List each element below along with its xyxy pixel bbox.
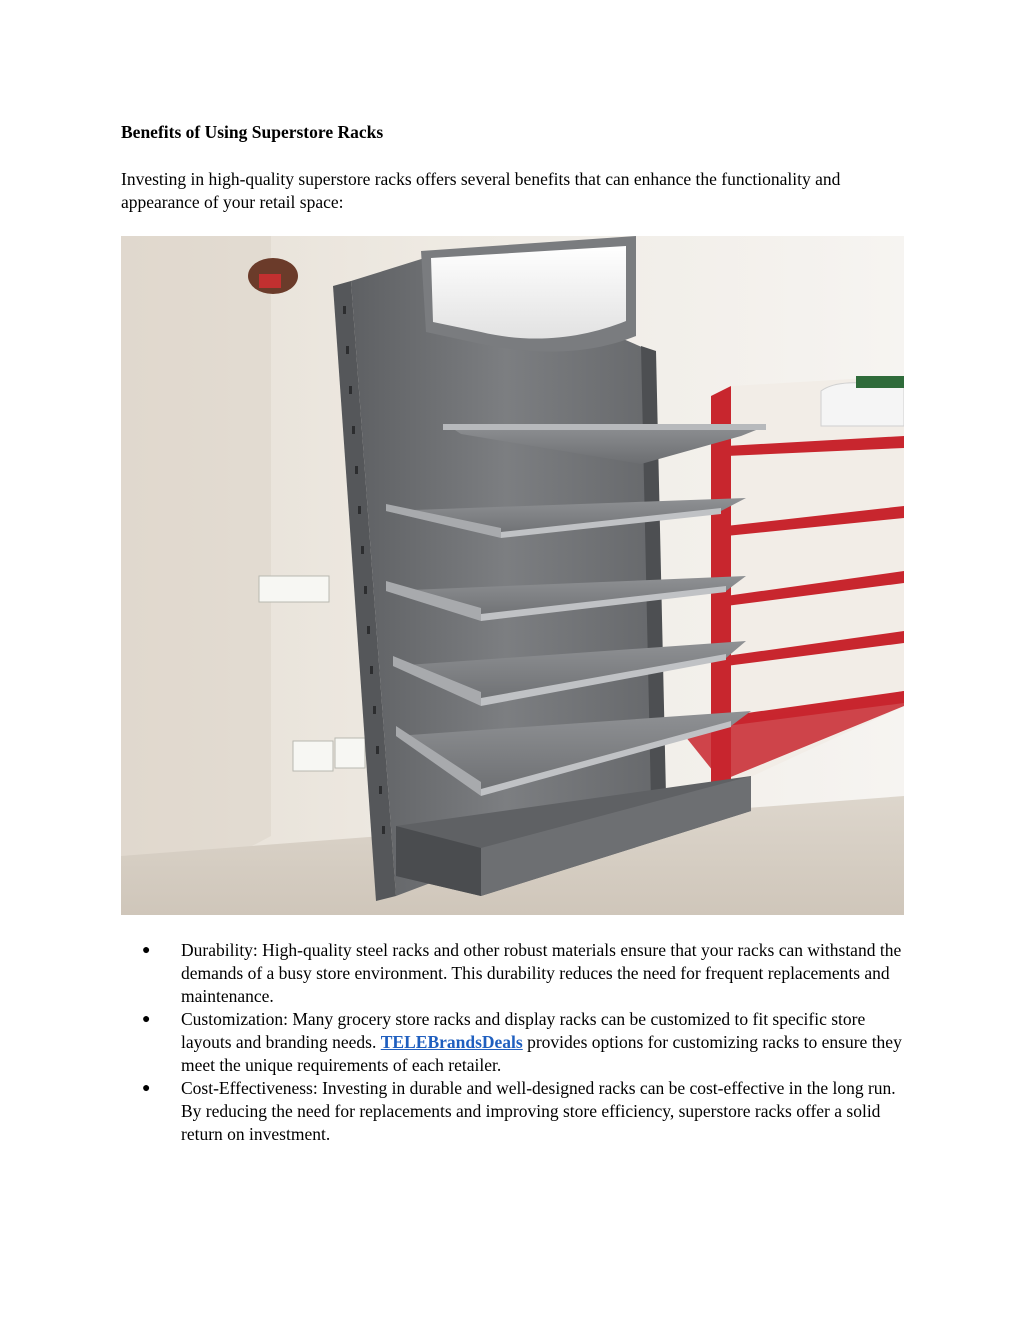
list-item-durability <box>121 939 911 1008</box>
benefits-list <box>121 939 911 1146</box>
intro-paragraph: Investing in high-quality superstore racks offers several benefits that can enhance the functionality and appearance of your retail space: <box>121 169 841 212</box>
rack-photo <box>121 236 904 915</box>
list-item-text-before: Customization: Many grocery store racks and display racks can be customized to fit specific store layouts and branding needs. <box>181 1009 866 1052</box>
list-item-text: Cost-Effectiveness: Investing in durable and well-designed racks can be cost-effective in the long run. By reducing the need for replacements and improving store efficiency, superstore racks offer a solid return on investment. <box>181 1078 896 1144</box>
list-item-text-after: provides options for customizing racks to ensure they meet the unique requirements of each retailer. <box>181 1032 902 1075</box>
bullet-icon: ● <box>142 943 151 958</box>
bullet-icon: ● <box>142 1081 151 1096</box>
rack-photo-illustration <box>121 236 904 915</box>
list-item-customization <box>121 1008 911 1077</box>
bullet-icon: ● <box>142 1012 151 1027</box>
page-title: Benefits of Using Superstore Racks <box>121 122 384 142</box>
telebrandsdeals-link[interactable]: TELEBrandsDeals <box>380 1032 523 1052</box>
list-item-text: Durability: High-quality steel racks and other robust materials ensure that your racks can withstand the demands of a busy store environment. This durability reduces the need for frequent replacements and maintenance. <box>181 940 902 1006</box>
list-item-cost-effectiveness <box>121 1077 911 1146</box>
